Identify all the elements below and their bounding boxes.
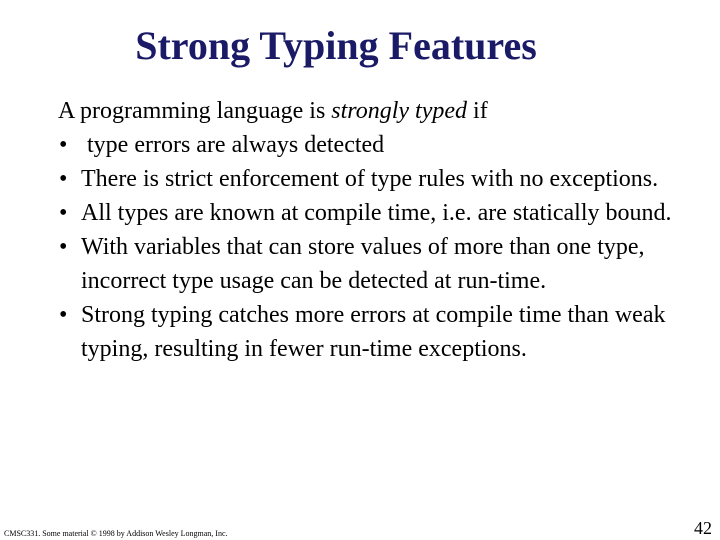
bullet-marker: • xyxy=(59,200,68,226)
intro-line xyxy=(58,94,678,128)
slide-body xyxy=(58,94,678,366)
intro-text: A programming language is xyxy=(58,98,332,124)
bullet-marker: • xyxy=(59,166,68,192)
bullet-text: Strong typing catches more errors at compile time than weak typing, resulting in fewer run-time exceptions. xyxy=(81,302,666,362)
page-number: 42 xyxy=(694,518,712,538)
bullet-list xyxy=(58,128,678,366)
bullet-text: type errors are always detected xyxy=(81,132,385,158)
bullet-text: With variables that can store values of more than one type, incorrect type usage can be detected at run-time. xyxy=(81,234,645,294)
intro-text-end: if xyxy=(467,98,488,124)
copyright-footer: CMSC331. Some material © 1998 by Addison Wesley Longman, Inc. xyxy=(4,529,228,538)
bullet-text: There is strict enforcement of type rules with no exceptions. xyxy=(81,166,659,192)
bullet-item xyxy=(58,128,678,162)
intro-emphasis: strongly typed xyxy=(331,98,468,124)
bullet-marker: • xyxy=(59,302,68,328)
bullet-item xyxy=(58,162,678,196)
bullet-item xyxy=(58,196,678,230)
bullet-marker: • xyxy=(59,234,68,260)
slide-title: Strong Typing Features xyxy=(135,23,537,68)
bullet-item xyxy=(58,298,678,366)
bullet-marker: • xyxy=(59,132,68,158)
bullet-text: All types are known at compile time, i.e. are statically bound. xyxy=(81,200,672,226)
bullet-item xyxy=(58,230,678,298)
